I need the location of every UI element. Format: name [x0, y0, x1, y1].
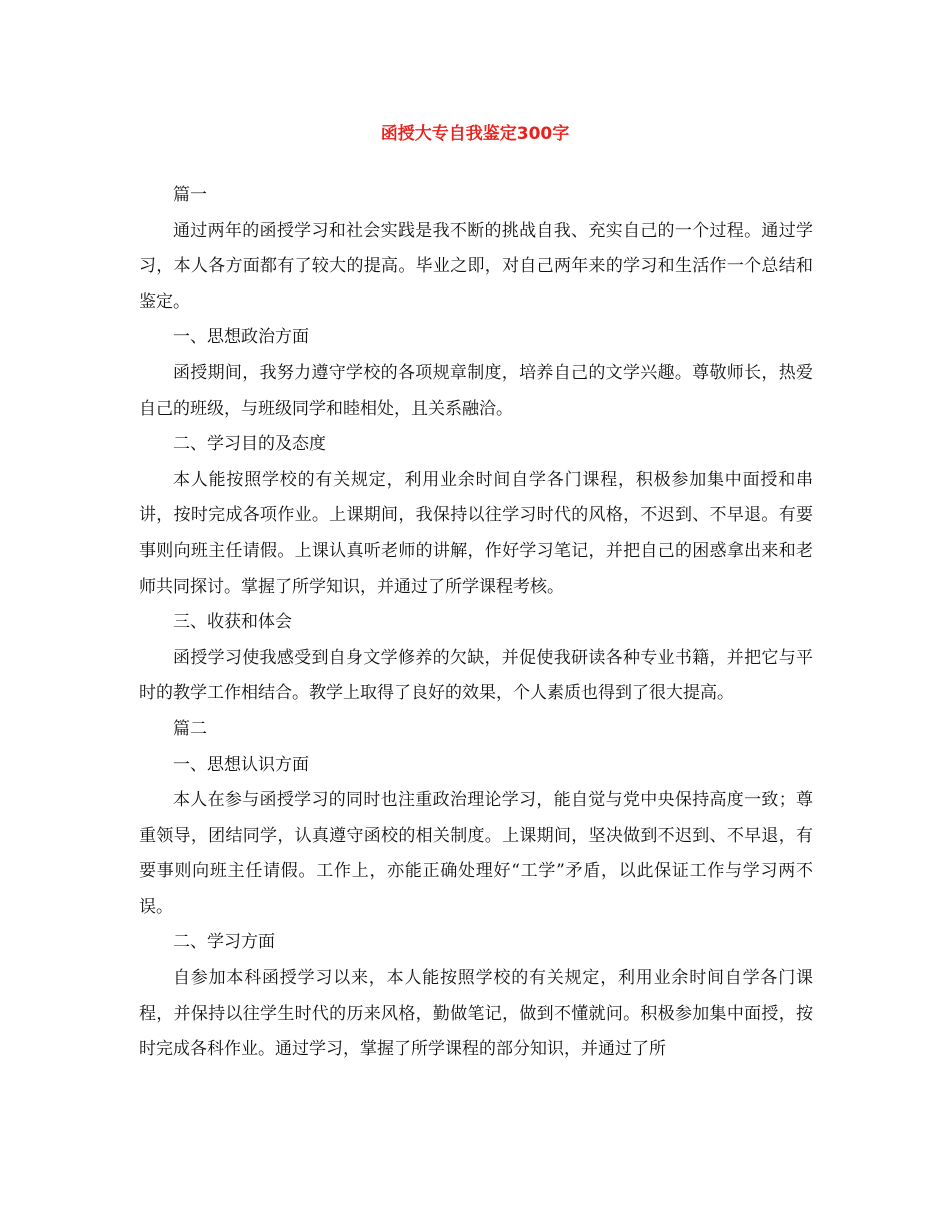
subheading-political-thought: 一、思想政治方面: [173, 327, 309, 348]
paragraph-study-purpose: 本人能按照学校的有关规定，利用业余时间自学各门课程，积极参加集中面授和串讲，按时完成各项作业。上课期间，我保持以往学习时代的风格，不迟到、不早退。有要事则向班主任请假。上课认真听老师的讲解，作好学习笔记，并把自己的困惑拿出来和老师共同探讨。掌握了所学知识，并通过了所学课程考核。: [139, 469, 813, 597]
subheading-ideological: 一、思想认识方面: [173, 754, 309, 775]
paragraph-ideological: 本人在参与函授学习的同时也注重政治理论学习，能自觉与党中央保持高度一致；尊重领导，团结同学，认真遵守函校的相关制度。上课期间，坚决做到不迟到、不早退，有要事则向班主任请假。工作上，亦能正确处理好“工学”矛盾，以此保证工作与学习两不误。: [139, 790, 813, 917]
paragraph-gains: 函授学习使我感受到自身文学修养的欠缺，并促使我研读各种专业书籍，并把它与平时的教学工作相结合。教学上取得了良好的效果，个人素质也得到了很大提高。: [139, 647, 813, 704]
subheading-study: 二、学习方面: [173, 932, 275, 953]
subheading-study-purpose: 二、学习目的及态度: [173, 434, 326, 455]
paragraph-political-thought: 函授期间，我努力遵守学校的各项规章制度，培养自己的文学兴趣。尊敬师长，热爱自己的班级，与班级同学和睦相处，且关系融洽。: [139, 362, 813, 419]
paragraph-intro: 通过两年的函授学习和社会实践是我不断的挑战自我、充实自己的一个过程。通过学习，本人各方面都有了较大的提高。毕业之即，对自己两年来的学习和生活作一个总结和鉴定。: [139, 220, 813, 312]
document-body: [139, 178, 813, 1068]
section-heading-part-one: 篇一: [173, 185, 207, 205]
document-title: 函授大专自我鉴定300字: [380, 124, 570, 144]
subheading-gains: 三、收获和体会: [173, 612, 292, 633]
section-heading-part-two: 篇二: [173, 718, 207, 739]
paragraph-study: 自参加本科函授学习以来，本人能按照学校的有关规定，利用业余时间自学各门课程，并保持以往学生时代的历来风格，勤做笔记，做到不懂就问。积极参加集中面授，按时完成各科作业。通过学习，掌握了所学课程的部分知识，并通过了所: [139, 968, 813, 1060]
